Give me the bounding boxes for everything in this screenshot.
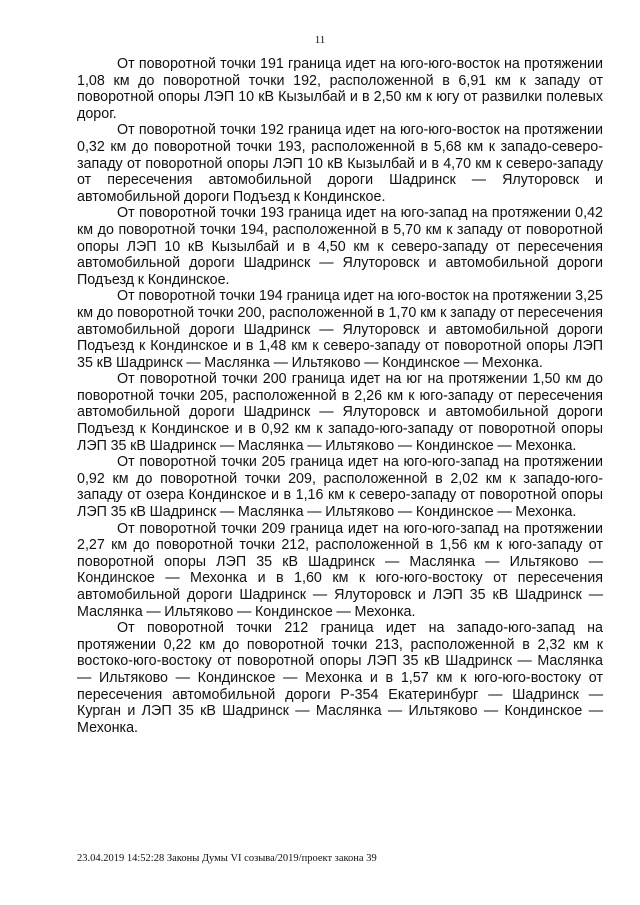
paragraph-point-205: От поворотной точки 205 граница идет на юго-юго-запад на протяжении 0,92 км до поворотной точки 209, расположенной в 2,02 км к западо-юго-западу от озера Кондинское и в 1,16 км к северо-западу от поворотной опоры ЛЭП 35 кВ Шадринск — Маслянка — Ильтяково — Кондинское — Мехонка. [77, 454, 603, 521]
paragraph-point-191: От поворотной точки 191 граница идет на юго-юго-восток на протяжении 1,08 км до поворотной точки 192, расположенной в 6,91 км к западу от поворотной опоры ЛЭП 10 кВ Кызылбай и в 2,50 км к югу от развилки полевых дорог. [77, 56, 603, 122]
page-number: 11 [314, 34, 326, 46]
paragraph-point-192: От поворотной точки 192 граница идет на юго-юго-восток на протяжении 0,32 км до поворотной точки 193, расположенной в 5,68 км к западо-северо-западу от поворотной опоры ЛЭП 10 кВ Кызылбай и в 4,70 км к северо-западу от пересечения автомобильной дороги Шадринск — Ялуторовск и автомобильной дороги Подъезд к Кондинское. [77, 122, 603, 205]
footer-document-stamp: 23.04.2019 14:52:28 Законы Думы VI созыва/2019/проект закона 39 [77, 853, 377, 864]
paragraph-point-200: От поворотной точки 200 граница идет на юг на протяжении 1,50 км до поворотной точки 205, расположенной в 2,26 км к юго-западу от пересечения автомобильной дороги Шадринск — Ялуторовск и автомобильной дороги Подъезд к Кондинское и в 0,92 км к западо-юго-западу от поворотной опоры ЛЭП 35 кВ Шадринск — Маслянка — Ильтяково — Кондинское — Мехонка. [77, 371, 603, 454]
paragraph-point-212: От поворотной точки 212 граница идет на западо-юго-запад на протяжении 0,22 км до поворотной точки 213, расположенной в 2,32 км к востоко-юго-востоку от поворотной опоры ЛЭП 35 кВ Шадринск — Маслянка — Ильтяково — Кондинское — Мехонка и в 1,57 км к юго-юго-востоку от пересечения автомобильной дороги Р-354 Екатеринбург — Шадринск — Курган и ЛЭП 35 кВ Шадринск — Маслянка — Ильтяково — Кондинское — Мехонка. [77, 620, 603, 736]
paragraph-point-194: От поворотной точки 194 граница идет на юго-восток на протяжении 3,25 км до поворотной точки 200, расположенной в 1,70 км к западу от пересечения автомобильной дороги Шадринск — Ялуторовск и автомобильной дороги Подъезд к Кондинское и в 1,48 км к северо-западу от поворотной опоры ЛЭП 35 кВ Шадринск — Маслянка — Ильтяково — Кондинское — Мехонка. [77, 288, 603, 371]
document-body [77, 56, 603, 736]
paragraph-point-193: От поворотной точки 193 граница идет на юго-запад на протяжении 0,42 км до поворотной точки 194, расположенной в 5,70 км к западу от поворотной опоры ЛЭП 10 кВ Кызылбай и в 4,50 км к северо-западу от пересечения автомобильной дороги Шадринск — Ялуторовск и автомобильной дороги Подъезд к Кондинское. [77, 205, 603, 288]
paragraph-point-209: От поворотной точки 209 граница идет на юго-юго-запад на протяжении 2,27 км до поворотной точки 212, расположенной в 1,56 км к юго-западу от поворотной опоры ЛЭП 35 кВ Шадринск — Маслянка — Ильтяково — Кондинское — Мехонка и в 1,60 км к юго-юго-востоку от пересечения автомобильной дороги Шадринск — Ялуторовск и ЛЭП 35 кВ Шадринск — Маслянка — Ильтяково — Кондинское — Мехонка. [77, 520, 603, 620]
